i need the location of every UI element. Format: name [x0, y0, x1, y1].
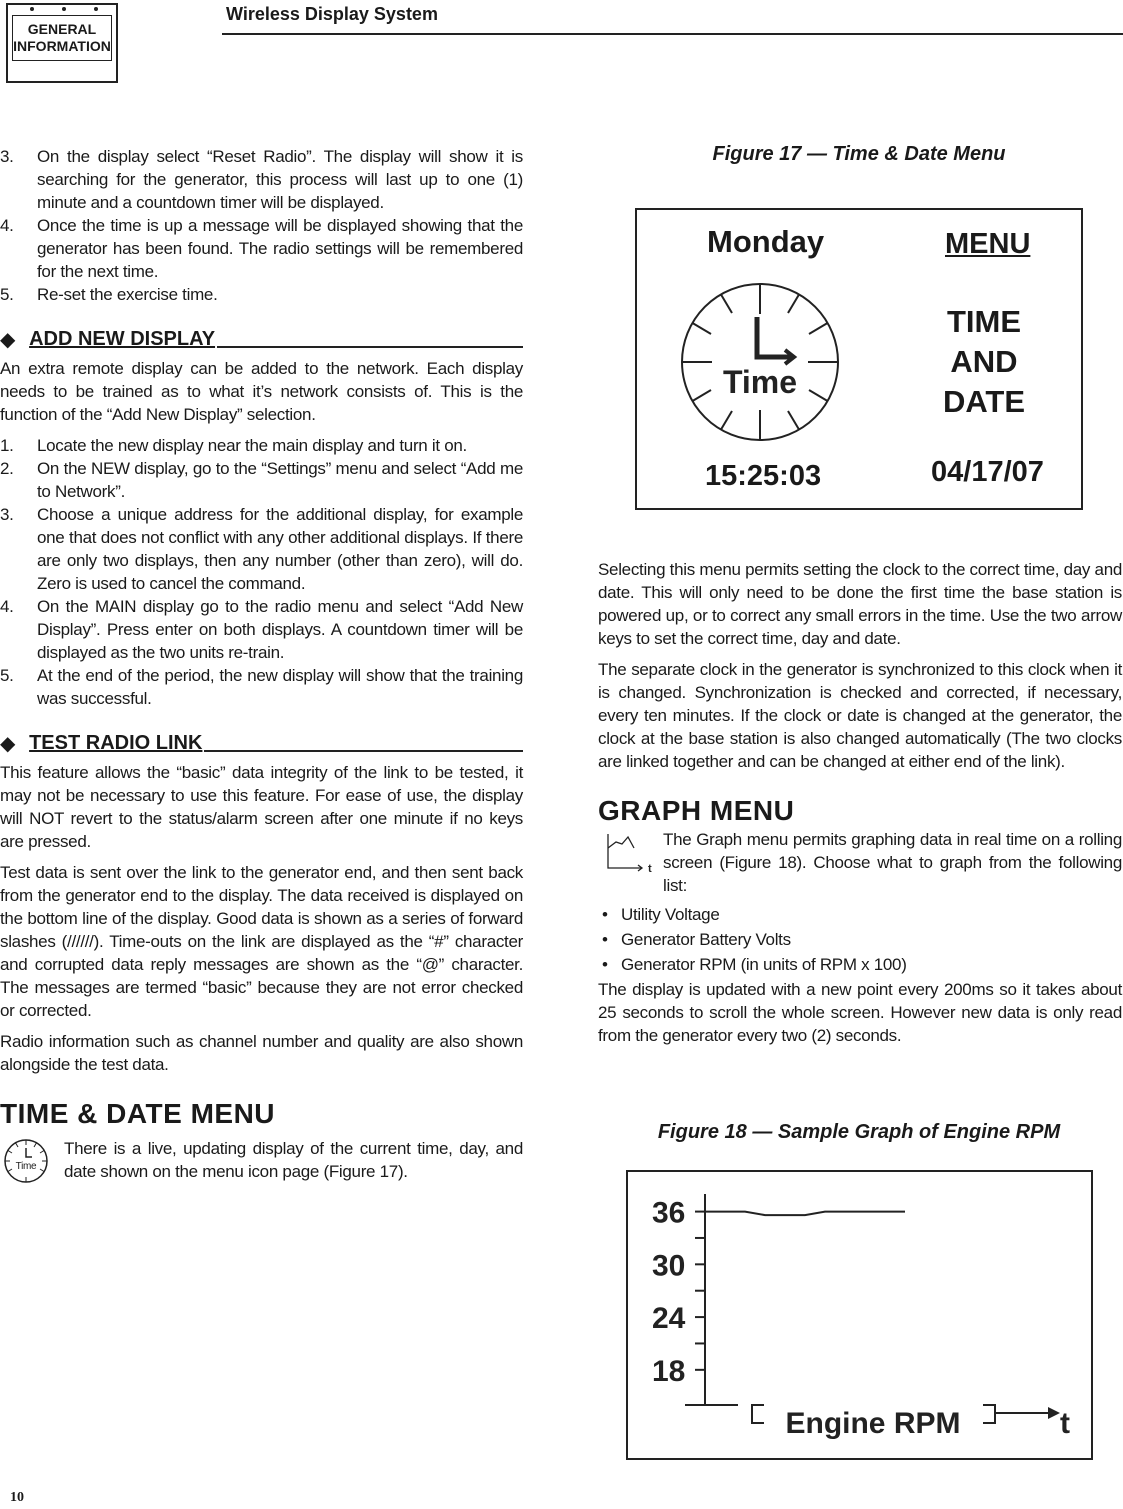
test-radio-link-heading: ◆ TEST RADIO LINK [0, 732, 523, 755]
add-intro: An extra remote display can be added to the network. Each display needs to be trained as to what it’s network consists of. This is the function of the “Add New Display” selection. [0, 359, 523, 424]
list-item: • Generator Battery Volts [602, 930, 791, 949]
chart-title: Engine RPM [785, 1407, 961, 1440]
list-item: • Generator RPM (in units of RPM x 100) [602, 955, 907, 974]
add-new-display-heading: ◆ ADD NEW DISPLAY [0, 328, 523, 351]
y-axis-line [705, 1194, 738, 1405]
graph-icon [598, 828, 658, 878]
time-date-heading: TIME & DATE MENU [0, 1098, 276, 1129]
time-date-intro: Time There is a live, updating display of the current time, day, and date shown on the menu icon page (Figure 17). [0, 1137, 523, 1187]
list-item: 1. Locate the new display near the main display and turn it on. [0, 436, 467, 455]
left-column [0, 145, 523, 1187]
figure-18-engine-rpm-chart [626, 1170, 1093, 1460]
figure-18-caption: Figure 18 — Sample Graph of Engine RPM [657, 1121, 1061, 1143]
list-item: 2. On the NEW display, go to the “Settings” menu and select “Add me to Network”. [0, 459, 523, 501]
list-item: • Utility Voltage [602, 905, 720, 924]
menu-label: MENU [945, 228, 1031, 260]
header-rule [222, 33, 1123, 35]
list-item: 3. On the display select “Reset Radio”. The display will show it is searching for the generator, this process will last up to one (1) minute and a countdown timer will be displayed. [0, 147, 523, 212]
graph-menu-paragraph-2: The display is updated with a new point every 200ms so it takes about 25 seconds to scroll the whole screen. However new data is only read from the generator every two (2) seconds. [598, 980, 1122, 1045]
clock-face-icon [677, 280, 847, 450]
figure-17-time-date-screen [635, 208, 1083, 510]
menu-title-line: TIME [946, 304, 1022, 339]
list-item: 4. On the MAIN display go to the radio menu and select “Add New Display”. Press enter on both displays. A countdown timer will be displayed as the two units re-train. [0, 597, 523, 662]
time-date-paragraph-1: Selecting this menu permits setting the clock to the correct time, day and date. This will only need to be done the first time the base station is powered up, or to correct any small errors in the time. Use the two arrow keys to set the correct time, day and date. [598, 560, 1122, 648]
test-paragraph-2: Test data is sent over the link to the generator end, and then sent back from the generator end to the display. The data received is displayed on the bottom line of the display. Good data is shown as a series of forward slashes (//////). Time-outs on the link are displayed as the “#” character and corrupted data reply messages are shown as the “@” character. The messages are termed “basic” because they are not error checked or corrected. [0, 863, 523, 1020]
engine-rpm-chart-svg [628, 1172, 1090, 1457]
time-readout: 15:25:03 [705, 460, 822, 492]
badge-dot [62, 7, 66, 11]
add-display-steps [0, 434, 523, 710]
badge-label [12, 15, 112, 61]
title-right-bracket [983, 1405, 995, 1423]
y-tick-label: 24 [652, 1302, 686, 1336]
test-paragraph-3: Radio information such as channel number and quality are also shown alongside the test data. [0, 1032, 523, 1074]
time-date-paragraph-2: The separate clock in the generator is synchronized to this clock when it is changed. Synchronization is checked and corrected, if necessary, every ten minutes. If the clock or date is changed at the generator, the clock at the base station is also changed automatically (The two clocks are linked together and can be changed at either end of the link). [598, 660, 1122, 771]
title-left-bracket [752, 1405, 764, 1423]
svg-text:Time: Time [722, 364, 798, 400]
arrow-head-icon [1048, 1407, 1060, 1419]
y-tick-label: 36 [652, 1196, 686, 1230]
y-tick-label: 30 [652, 1249, 686, 1283]
graph-menu-intro: t The Graph menu permits graphing data in real time on a rolling screen (Figure 18). Choose what to graph from the following list: [598, 828, 1122, 897]
weekday-label: Monday [707, 224, 825, 259]
y-ticks [652, 1197, 705, 1388]
diamond-icon: ◆ [0, 733, 16, 755]
list-item: 4. Once the time is up a message will be displayed showing that the generator has been found. The radio settings will be remembered for the next time. [0, 216, 523, 281]
reset-radio-steps [0, 145, 523, 306]
badge-dot [30, 7, 34, 11]
list-item: 5. At the end of the period, the new display will show that the training was successful. [0, 666, 523, 708]
graph-options-list [598, 903, 1122, 976]
badge-dot [94, 7, 98, 11]
graph-menu-heading: GRAPH MENU [598, 795, 795, 826]
section-badge [6, 3, 118, 83]
right-column [598, 558, 1122, 1055]
y-tick-label: 18 [652, 1354, 686, 1388]
menu-title [913, 302, 1055, 422]
menu-title-line: DATE [942, 384, 1026, 419]
test-paragraph-1: This feature allows the “basic” data integrity of the link to be tested, it may not be necessary to use this feature. For ease of use, the display will NOT revert to the status/alarm screen after one minute if no keys are pressed. [0, 763, 523, 851]
svg-text:Time: Time [15, 1161, 37, 1172]
figure-17-caption: Figure 17 — Time & Date Menu [712, 143, 1006, 165]
diamond-icon: ◆ [0, 329, 16, 351]
list-item: 5. Re-set the exercise time. [0, 285, 218, 304]
list-item: 3. Choose a unique address for the additional display, for example one that does not conflict with any other additional displays. If there are only two displays, then any number (other than zero), will do. Zero is used to cancel the command. [0, 505, 523, 593]
header-title: Wireless Display System [226, 4, 438, 24]
x-axis-label: t [1060, 1407, 1070, 1440]
svg-text:t: t [648, 863, 652, 875]
badge-line-1: GENERAL [27, 21, 97, 37]
page-number: 10 [10, 1490, 24, 1505]
date-readout: 04/17/07 [931, 456, 1044, 488]
menu-title-line: AND [950, 344, 1018, 379]
badge-line-2: INFORMATION [13, 38, 111, 54]
clock-icon [0, 1137, 56, 1187]
series-line-engine-rpm [705, 1212, 905, 1216]
